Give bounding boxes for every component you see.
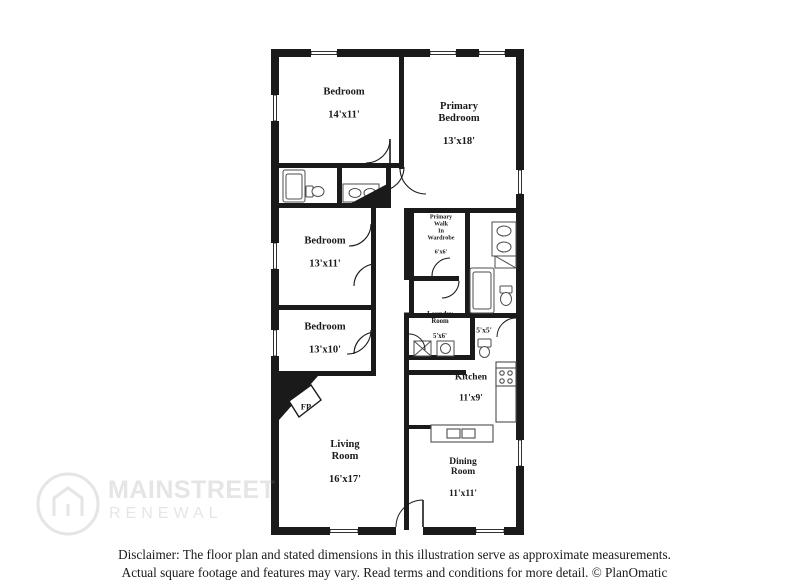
room-name: Laundry Room — [427, 310, 453, 326]
room-dimensions: 14'x11' — [328, 109, 360, 121]
room-name: Bedroom — [304, 235, 346, 247]
disclaimer-line-1: Disclaimer: The floor plan and stated dimensions in this illustration serve as approximate measurements. — [118, 547, 671, 563]
room-name: Bedroom — [323, 86, 365, 98]
watermark-line-2: RENEWAL — [109, 505, 223, 522]
room-dimensions: 13'x11' — [309, 258, 341, 270]
room-dimensions: 6'x6' — [434, 247, 448, 255]
room-name: Bedroom — [304, 321, 346, 333]
room-dimensions: 16'x17' — [328, 473, 362, 485]
disclaimer — [0, 546, 789, 582]
room-name: Primary Walk In Wardrobe — [427, 213, 455, 241]
room-dimensions: 5'x5' — [476, 324, 492, 334]
room-dimensions: 11'x9' — [459, 393, 483, 404]
primary-shower — [495, 256, 516, 268]
watermark-line-1: MAINSTREET — [108, 476, 276, 504]
hall-bath-toilet-icon — [306, 186, 324, 197]
fireplace-abbreviation: FP — [300, 401, 312, 412]
room-dimensions: 13'x18' — [442, 135, 476, 147]
room-dimensions: 11'x11' — [449, 488, 477, 499]
room-name: Primary Bedroom — [438, 100, 480, 124]
room-name: Living Room — [330, 438, 360, 462]
room-name: Dining Room — [449, 456, 477, 478]
disclaimer-line-2: Actual square footage and features may vary. Read terms and conditions for more detail. © PlanOmatic — [121, 565, 668, 581]
room-dimensions: 13'x10' — [308, 344, 342, 356]
room-name: Kitchen — [454, 372, 488, 383]
room-dimensions: 5'x6' — [433, 333, 447, 341]
